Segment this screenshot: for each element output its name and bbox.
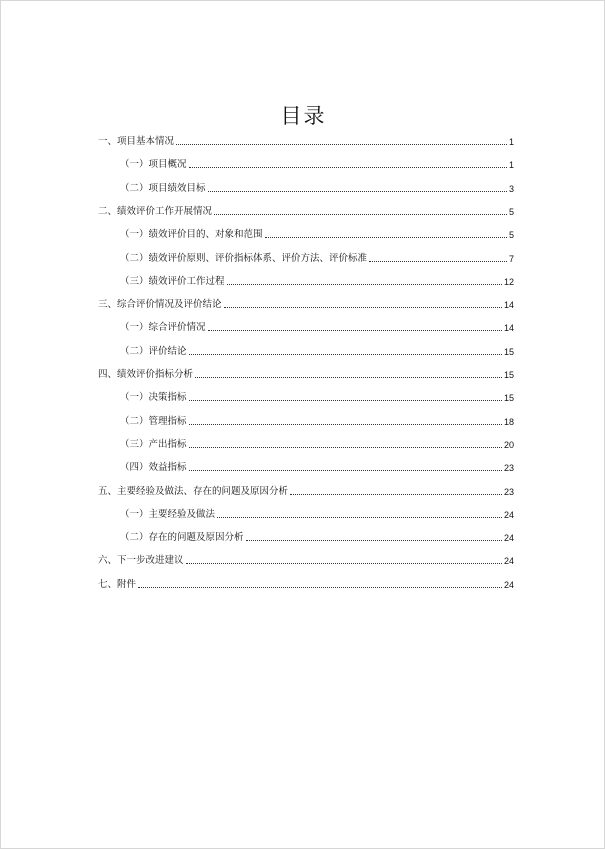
- toc-entry[interactable]: [98, 575, 514, 591]
- toc-entry-page-number: 5: [508, 230, 514, 241]
- toc-entry-label: 一、项目基本情况: [98, 136, 175, 147]
- toc-entry-label: （二）绩效评价原则、评价指标体系、评价方法、评价标准: [120, 252, 368, 264]
- toc-entry[interactable]: [120, 318, 514, 334]
- toc-entry-label: 五、主要经验及做法、存在的问题及原因分析: [98, 485, 289, 497]
- toc-entry-label: 三、综合评价情况及评价结论: [98, 299, 222, 311]
- toc-entry-page-number: 3: [508, 183, 514, 194]
- toc-dot-leader: [186, 562, 502, 564]
- toc-dot-leader: [208, 329, 502, 331]
- toc-entry[interactable]: [120, 505, 514, 521]
- toc-entry-page-number: 23: [503, 486, 514, 497]
- toc-entry-page-number: 24: [503, 509, 514, 520]
- toc-entry-page-number: 24: [503, 579, 514, 590]
- toc-entry[interactable]: [120, 249, 514, 265]
- toc-dot-leader: [176, 143, 507, 145]
- toc-entry-label: 四、绩效评价指标分析: [98, 369, 194, 380]
- page-title: 目录: [280, 104, 327, 128]
- toc-entry-page-number: 1: [508, 160, 514, 171]
- toc-entry[interactable]: [120, 225, 514, 241]
- toc-entry-page-number: 1: [508, 137, 514, 147]
- toc-entry-label: （三）产出指标: [120, 438, 187, 450]
- toc-dot-leader: [189, 399, 502, 401]
- toc-entry[interactable]: [120, 388, 514, 404]
- toc-entry-page-number: 12: [503, 276, 514, 287]
- toc-entry[interactable]: [98, 551, 514, 567]
- toc-dot-leader: [208, 190, 507, 192]
- toc-dot-leader: [189, 423, 502, 425]
- toc-entry[interactable]: [120, 528, 514, 544]
- toc-entry-page-number: 5: [508, 206, 514, 217]
- toc-entry-page-number: 18: [503, 416, 514, 427]
- toc-entry-label: 二、绩效评价工作开展情况: [98, 205, 213, 217]
- toc-dot-leader: [290, 493, 502, 495]
- toc-entry[interactable]: [98, 202, 514, 218]
- toc-entry-page-number: 15: [503, 370, 514, 380]
- toc-dot-leader: [189, 353, 502, 355]
- toc-dot-leader: [214, 213, 507, 215]
- toc-entry[interactable]: [120, 272, 514, 288]
- toc-entry-label: （二）评价结论: [120, 345, 187, 357]
- toc-entry-label: （一）综合评价情况: [120, 322, 206, 334]
- toc-dot-leader: [195, 376, 502, 378]
- toc-entry-page-number: 15: [503, 393, 514, 404]
- toc-entry[interactable]: [120, 342, 514, 358]
- toc-entry-label: （一）主要经验及做法: [120, 508, 216, 520]
- toc-entry-label: （一）决策指标: [120, 392, 187, 404]
- toc-entry-label: （三）绩效评价工作过程: [120, 275, 225, 287]
- toc-entry[interactable]: [98, 295, 514, 311]
- toc-dot-leader: [189, 446, 502, 448]
- toc-dot-leader: [189, 166, 507, 168]
- toc-dot-leader: [265, 236, 507, 238]
- toc-dot-leader: [246, 539, 502, 541]
- toc-entry[interactable]: [120, 155, 514, 171]
- toc-entry-page-number: 20: [503, 439, 514, 450]
- toc-entry-page-number: 14: [503, 300, 514, 311]
- toc-entry-page-number: 14: [503, 323, 514, 334]
- toc-entry-page-number: 23: [503, 463, 514, 474]
- toc-entry[interactable]: [98, 132, 514, 148]
- toc-dot-leader: [138, 586, 502, 588]
- toc-entry-label: （二）管理指标: [120, 415, 187, 427]
- toc-entry-page-number: 24: [503, 556, 514, 567]
- toc-dot-leader: [217, 516, 502, 518]
- toc-entry[interactable]: [120, 435, 514, 451]
- toc-entry[interactable]: [98, 482, 514, 498]
- toc-entry[interactable]: [120, 179, 514, 195]
- toc-dot-leader: [189, 469, 502, 471]
- toc-entry-label: 六、下一步改进建议: [98, 555, 184, 567]
- toc-dot-leader: [224, 306, 502, 308]
- toc-dot-leader: [369, 260, 507, 262]
- toc-entry-label: （二）存在的问题及原因分析: [120, 532, 244, 544]
- toc-entry[interactable]: [120, 458, 514, 474]
- toc-entry-page-number: 15: [503, 346, 514, 357]
- toc-entry-label: （一）绩效评价目的、对象和范围: [120, 229, 263, 241]
- toc-entry[interactable]: [98, 365, 514, 381]
- toc-entry-label: 七、附件: [98, 578, 137, 590]
- toc-entry-label: （二）项目绩效目标: [120, 182, 206, 194]
- toc-dot-leader: [227, 283, 502, 285]
- toc-entry[interactable]: [120, 412, 514, 428]
- toc-entry-page-number: 24: [503, 533, 514, 544]
- toc-entry-label: （四）效益指标: [120, 462, 187, 474]
- toc-entry-page-number: 7: [508, 253, 514, 264]
- toc-entry-label: （一）项目概况: [120, 159, 187, 171]
